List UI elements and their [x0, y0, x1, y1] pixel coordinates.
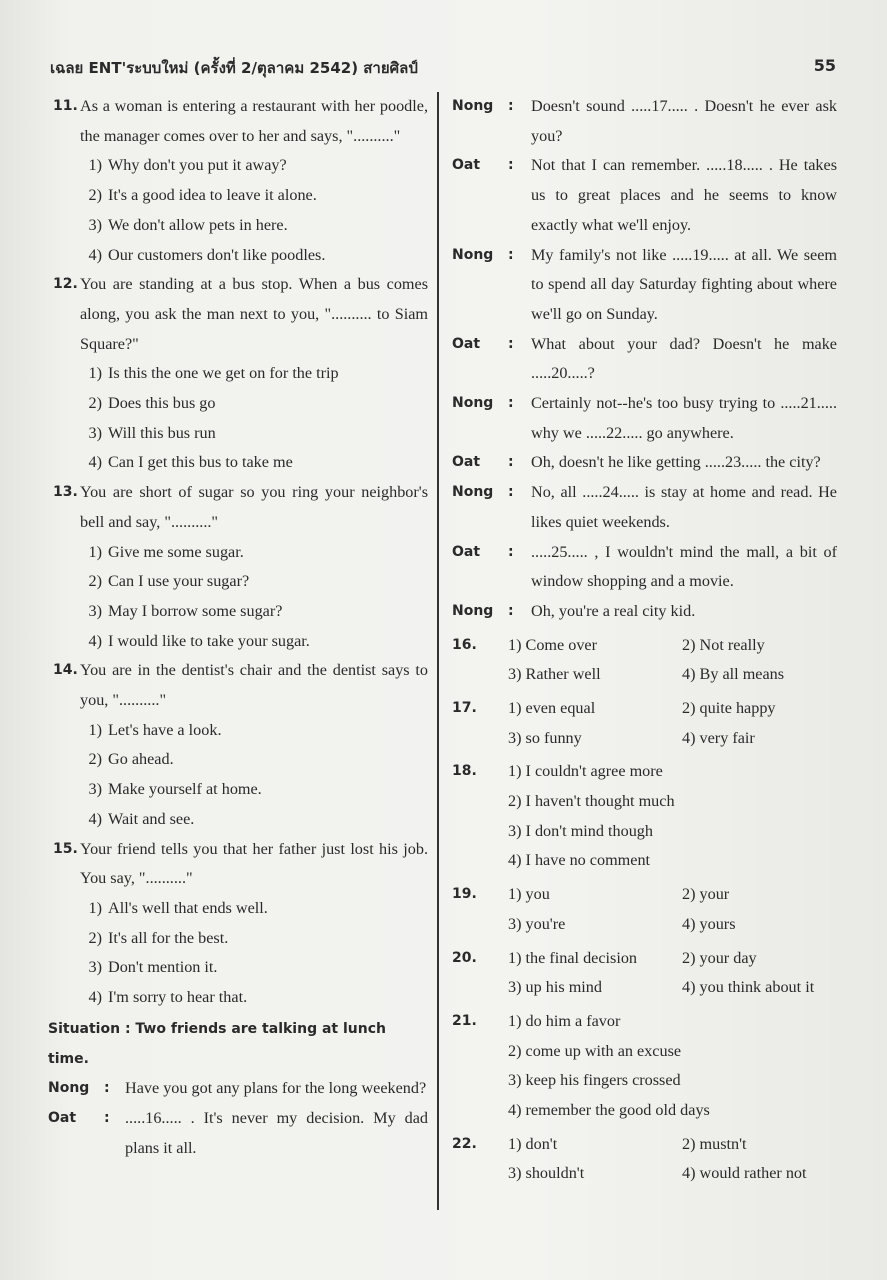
- option: [80, 983, 428, 1013]
- option: [80, 181, 428, 211]
- question-number: 12.: [53, 276, 78, 293]
- option: [80, 241, 428, 271]
- answer-option-row: [480, 724, 837, 754]
- question-stem: As a woman is entering a restaurant with her poodle, the manager comes over to her and says, "..........": [80, 97, 428, 145]
- answer-16: [452, 631, 837, 690]
- answer-option-row: [480, 757, 837, 787]
- option: [80, 894, 428, 924]
- option-text: I'm sorry to hear that.: [108, 988, 248, 1007]
- speaker-name: Nong: [452, 602, 494, 619]
- answer-option: 1) Come over: [508, 635, 598, 654]
- situation-heading: Situation : Two friends are talking at lunch time.: [48, 1020, 386, 1067]
- answer-option-row: [480, 910, 837, 940]
- dialogue-text: .....25..... , I wouldn't mind the mall, a bit of window shopping and a movie.: [531, 542, 837, 591]
- answer-19: [452, 880, 837, 939]
- option: [80, 538, 428, 568]
- answer-option-row: [480, 846, 837, 876]
- option: [80, 953, 428, 983]
- answer-option: 4) you think about it: [682, 978, 815, 997]
- option-row: [48, 894, 428, 924]
- dialogue-turn: [452, 448, 837, 478]
- answer-option-row: [480, 817, 837, 847]
- option-text: Why don't you put it away?: [108, 156, 287, 175]
- question-11: [48, 92, 428, 151]
- option: [80, 597, 428, 627]
- option-number: 3): [88, 780, 102, 799]
- option-row: [48, 775, 428, 805]
- answer-option: 3) keep his fingers crossed: [508, 1071, 681, 1090]
- answer-number: 17.: [452, 700, 477, 717]
- option-number: 1): [88, 720, 102, 739]
- speaker-colon: :: [508, 157, 514, 174]
- speaker-name: Nong: [48, 1080, 90, 1097]
- question-13: [48, 478, 428, 537]
- dialogue-text: Doesn't sound .....17..... . Doesn't he ever ask you?: [531, 97, 837, 145]
- answer-option-row: [480, 694, 837, 724]
- answer-option-row: [480, 973, 837, 1003]
- option-text: It's all for the best.: [108, 928, 229, 947]
- column-divider: [437, 92, 439, 1210]
- option-row: [48, 953, 428, 983]
- answer-number: 21.: [452, 1012, 477, 1029]
- option-row: [48, 983, 428, 1013]
- speaker-colon: :: [508, 543, 514, 560]
- speaker-name: Oat: [452, 157, 481, 174]
- speaker: [452, 151, 520, 181]
- right-column: [452, 92, 837, 1193]
- speaker-name: Oat: [452, 335, 481, 352]
- option-text: I would like to take your sugar.: [108, 631, 310, 650]
- speaker: [452, 538, 520, 568]
- dialogue-turn: [48, 1074, 428, 1104]
- answer-option-row: [480, 1007, 837, 1037]
- answer-option-row: [480, 1130, 837, 1160]
- option-text: It's a good idea to leave it alone.: [108, 186, 317, 205]
- answer-option-row: [480, 631, 837, 661]
- option-text: Let's have a look.: [108, 720, 222, 739]
- dialogue-text: My family's not like .....19..... at all. We seem to spend all day Saturday fighting about where we'll go on Sunday.: [531, 245, 837, 323]
- speaker-colon: :: [104, 1080, 110, 1097]
- option-text: May I borrow some sugar?: [108, 601, 283, 620]
- option-text: Can I get this bus to take me: [108, 453, 293, 472]
- answer-option: 4) I have no comment: [508, 851, 651, 870]
- dialogue-text: .....16..... . It's never my decision. My dad plans it all.: [125, 1108, 428, 1157]
- answer-number: 19.: [452, 886, 477, 903]
- option: [80, 389, 428, 419]
- option-row: [48, 389, 428, 419]
- option-text: Give me some sugar.: [108, 542, 244, 561]
- dialogue-turn: [452, 330, 837, 389]
- speaker: [452, 389, 520, 419]
- option-number: 1): [88, 542, 102, 561]
- question-12: [48, 270, 428, 359]
- option: [80, 627, 428, 657]
- option-row: [48, 419, 428, 449]
- dialogue-turn: [452, 92, 837, 151]
- option: [80, 211, 428, 241]
- option-row: [48, 805, 428, 835]
- option-text: Wait and see.: [108, 809, 195, 828]
- option-number: 4): [88, 809, 102, 828]
- answer-20: [452, 944, 837, 1003]
- option-row: [48, 359, 428, 389]
- option-number: 2): [88, 928, 102, 947]
- spacer: [452, 1189, 837, 1193]
- dialogue-text: Oh, you're a real city kid.: [531, 601, 696, 620]
- speaker: [452, 330, 520, 360]
- question-stem: You are standing at a bus stop. When a bus comes along, you ask the man next to you, ".......... to Siam Square?": [80, 275, 428, 353]
- answer-option: 3) you're: [508, 914, 566, 933]
- answer-option: 3) Rather well: [508, 665, 601, 684]
- answer-option-row: [480, 1066, 837, 1096]
- answer-option: 1) even equal: [508, 699, 596, 718]
- speaker-colon: :: [508, 454, 514, 471]
- answer-option: 2) quite happy: [682, 699, 776, 718]
- option-number: 3): [88, 601, 102, 620]
- option-number: 2): [88, 750, 102, 769]
- answer-number: 18.: [452, 763, 477, 780]
- option-text: All's well that ends well.: [108, 898, 268, 917]
- option: [80, 924, 428, 954]
- option-number: 2): [88, 394, 102, 413]
- question-stem: You are short of sugar so you ring your neighbor's bell and say, "..........": [80, 483, 428, 531]
- dialogue-turn: [452, 597, 837, 627]
- option-text: Will this bus run: [108, 423, 216, 442]
- option: [80, 567, 428, 597]
- option-row: [48, 567, 428, 597]
- option: [80, 745, 428, 775]
- option-text: Don't mention it.: [108, 958, 218, 977]
- answer-option: 1) I couldn't agree more: [508, 762, 663, 781]
- option: [80, 359, 428, 389]
- speaker-name: Oat: [452, 454, 481, 471]
- answer-option: 2) come up with an excuse: [508, 1041, 682, 1060]
- speaker: [452, 448, 520, 478]
- answer-option: 1) do him a favor: [508, 1011, 621, 1030]
- question-number: 15.: [53, 840, 78, 857]
- option-row: [48, 211, 428, 241]
- answer-option: 4) yours: [682, 914, 736, 933]
- dialogue-text: Have you got any plans for the long weekend?: [125, 1079, 427, 1098]
- speaker-colon: :: [508, 602, 514, 619]
- option-number: 2): [88, 572, 102, 591]
- answer-option: 2) mustn't: [682, 1134, 747, 1153]
- option-text: Is this the one we get on for the trip: [108, 364, 339, 383]
- option-number: 4): [88, 245, 102, 264]
- option-row: [48, 151, 428, 181]
- speaker-name: Nong: [452, 395, 494, 412]
- option-row: [48, 181, 428, 211]
- option: [80, 448, 428, 478]
- speaker-name: Nong: [452, 484, 494, 501]
- answer-option: 4) By all means: [682, 665, 785, 684]
- option-row: [48, 627, 428, 657]
- option-row: [48, 716, 428, 746]
- option-row: [48, 597, 428, 627]
- option-row: [48, 538, 428, 568]
- answer-option-row: [480, 660, 837, 690]
- header-title: เฉลย ENT'ระบบใหม่ (ครั้งที่ 2/ตุลาคม 2542) สายศิลป์: [50, 59, 418, 77]
- dialogue-text: What about your dad? Doesn't he make .....20.....?: [531, 334, 837, 383]
- option-row: [48, 745, 428, 775]
- page-number: 55: [813, 56, 836, 75]
- option: [80, 775, 428, 805]
- speaker-colon: :: [508, 395, 514, 412]
- option-number: 1): [88, 898, 102, 917]
- answer-option: 4) would rather not: [682, 1164, 807, 1183]
- answer-number: 22.: [452, 1135, 477, 1152]
- dialogue-turn: [48, 1104, 428, 1163]
- option-row: [48, 924, 428, 954]
- question-number: 11.: [53, 98, 78, 114]
- answer-number: 16.: [452, 636, 477, 653]
- dialogue-turn: [452, 241, 837, 330]
- answer-option: 2) Not really: [682, 635, 765, 654]
- option-row: [48, 448, 428, 478]
- speaker-name: Nong: [452, 98, 494, 114]
- answer-option: 4) remember the good old days: [508, 1100, 710, 1119]
- dialogue-turn: [452, 151, 837, 240]
- speaker: [48, 1074, 116, 1104]
- answer-option-row: [480, 944, 837, 974]
- answer-option-row: [480, 1037, 837, 1067]
- question-15: [48, 835, 428, 894]
- option-number: 4): [88, 631, 102, 650]
- speaker-name: Nong: [452, 246, 494, 263]
- speaker: [48, 1104, 116, 1134]
- option-text: Can I use your sugar?: [108, 572, 250, 591]
- answer-option: 1) don't: [508, 1134, 558, 1153]
- speaker: [452, 241, 520, 271]
- option-number: 1): [88, 156, 102, 175]
- answer-18: [452, 757, 837, 876]
- option-text: Our customers don't like poodles.: [108, 245, 326, 264]
- dialogue-text: No, all .....24..... is stay at home and read. He likes quiet weekends.: [531, 483, 837, 531]
- question-number: 14.: [53, 662, 78, 679]
- option: [80, 805, 428, 835]
- speaker-colon: :: [508, 484, 514, 501]
- answer-option-row: [480, 880, 837, 910]
- answer-option: 2) your: [682, 885, 730, 904]
- answer-option: 2) your day: [682, 948, 757, 967]
- speaker-name: Oat: [452, 543, 481, 560]
- option: [80, 419, 428, 449]
- answer-option: 4) very fair: [682, 728, 755, 747]
- speaker: [452, 478, 520, 508]
- option-number: 3): [88, 958, 102, 977]
- dialogue-text: Oh, doesn't he like getting .....23..... the city?: [531, 453, 821, 472]
- option: [80, 716, 428, 746]
- dialogue-turn: [452, 538, 837, 597]
- option-row: [48, 241, 428, 271]
- option-text: We don't allow pets in here.: [108, 215, 288, 234]
- dialogue-turn: [452, 389, 837, 448]
- answer-option-row: [480, 787, 837, 817]
- question-stem: Your friend tells you that her father just lost his job. You say, "..........": [80, 839, 428, 888]
- dialogue-text: Certainly not--he's too busy trying to .....21..... why we .....22..... go anywhere.: [531, 394, 837, 442]
- speaker-colon: :: [508, 335, 514, 352]
- answer-number: 20.: [452, 949, 477, 966]
- speaker: [452, 597, 520, 627]
- answer-option: 3) shouldn't: [508, 1164, 585, 1183]
- answer-option: 3) so funny: [508, 728, 582, 747]
- speaker-colon: :: [104, 1109, 110, 1126]
- option-number: 4): [88, 453, 102, 472]
- answer-option: 3) up his mind: [508, 978, 602, 997]
- option-number: 2): [88, 186, 102, 205]
- speaker-name: Oat: [48, 1109, 77, 1126]
- left-column: [48, 92, 428, 1163]
- option-number: 1): [88, 364, 102, 383]
- dialogue-turn: [452, 478, 837, 537]
- speaker-colon: :: [508, 98, 514, 114]
- answer-21: [452, 1007, 837, 1126]
- dialogue-text: Not that I can remember. .....18..... . He takes us to great places and he seems to know exactly what we'll enjoy.: [531, 156, 837, 234]
- question-14: [48, 656, 428, 715]
- answer-option: 2) I haven't thought much: [508, 792, 675, 811]
- answer-option-row: [480, 1159, 837, 1189]
- option-number: 3): [88, 215, 102, 234]
- answer-17: [452, 694, 837, 753]
- answer-option: 1) the final decision: [508, 948, 638, 967]
- answer-22: [452, 1130, 837, 1189]
- option-number: 4): [88, 988, 102, 1007]
- speaker-colon: :: [508, 246, 514, 263]
- speaker: [452, 92, 520, 122]
- answer-option: 1) you: [508, 885, 550, 904]
- question-stem: You are in the dentist's chair and the dentist says to you, "..........": [80, 661, 428, 710]
- answer-option-row: [480, 1096, 837, 1126]
- page-header: [50, 56, 840, 82]
- option-number: 3): [88, 423, 102, 442]
- option-text: Make yourself at home.: [108, 780, 262, 799]
- option-text: Go ahead.: [108, 750, 174, 769]
- question-number: 13.: [53, 484, 78, 501]
- option: [80, 151, 428, 181]
- answer-option: 3) I don't mind though: [508, 821, 653, 840]
- option-text: Does this bus go: [108, 394, 216, 413]
